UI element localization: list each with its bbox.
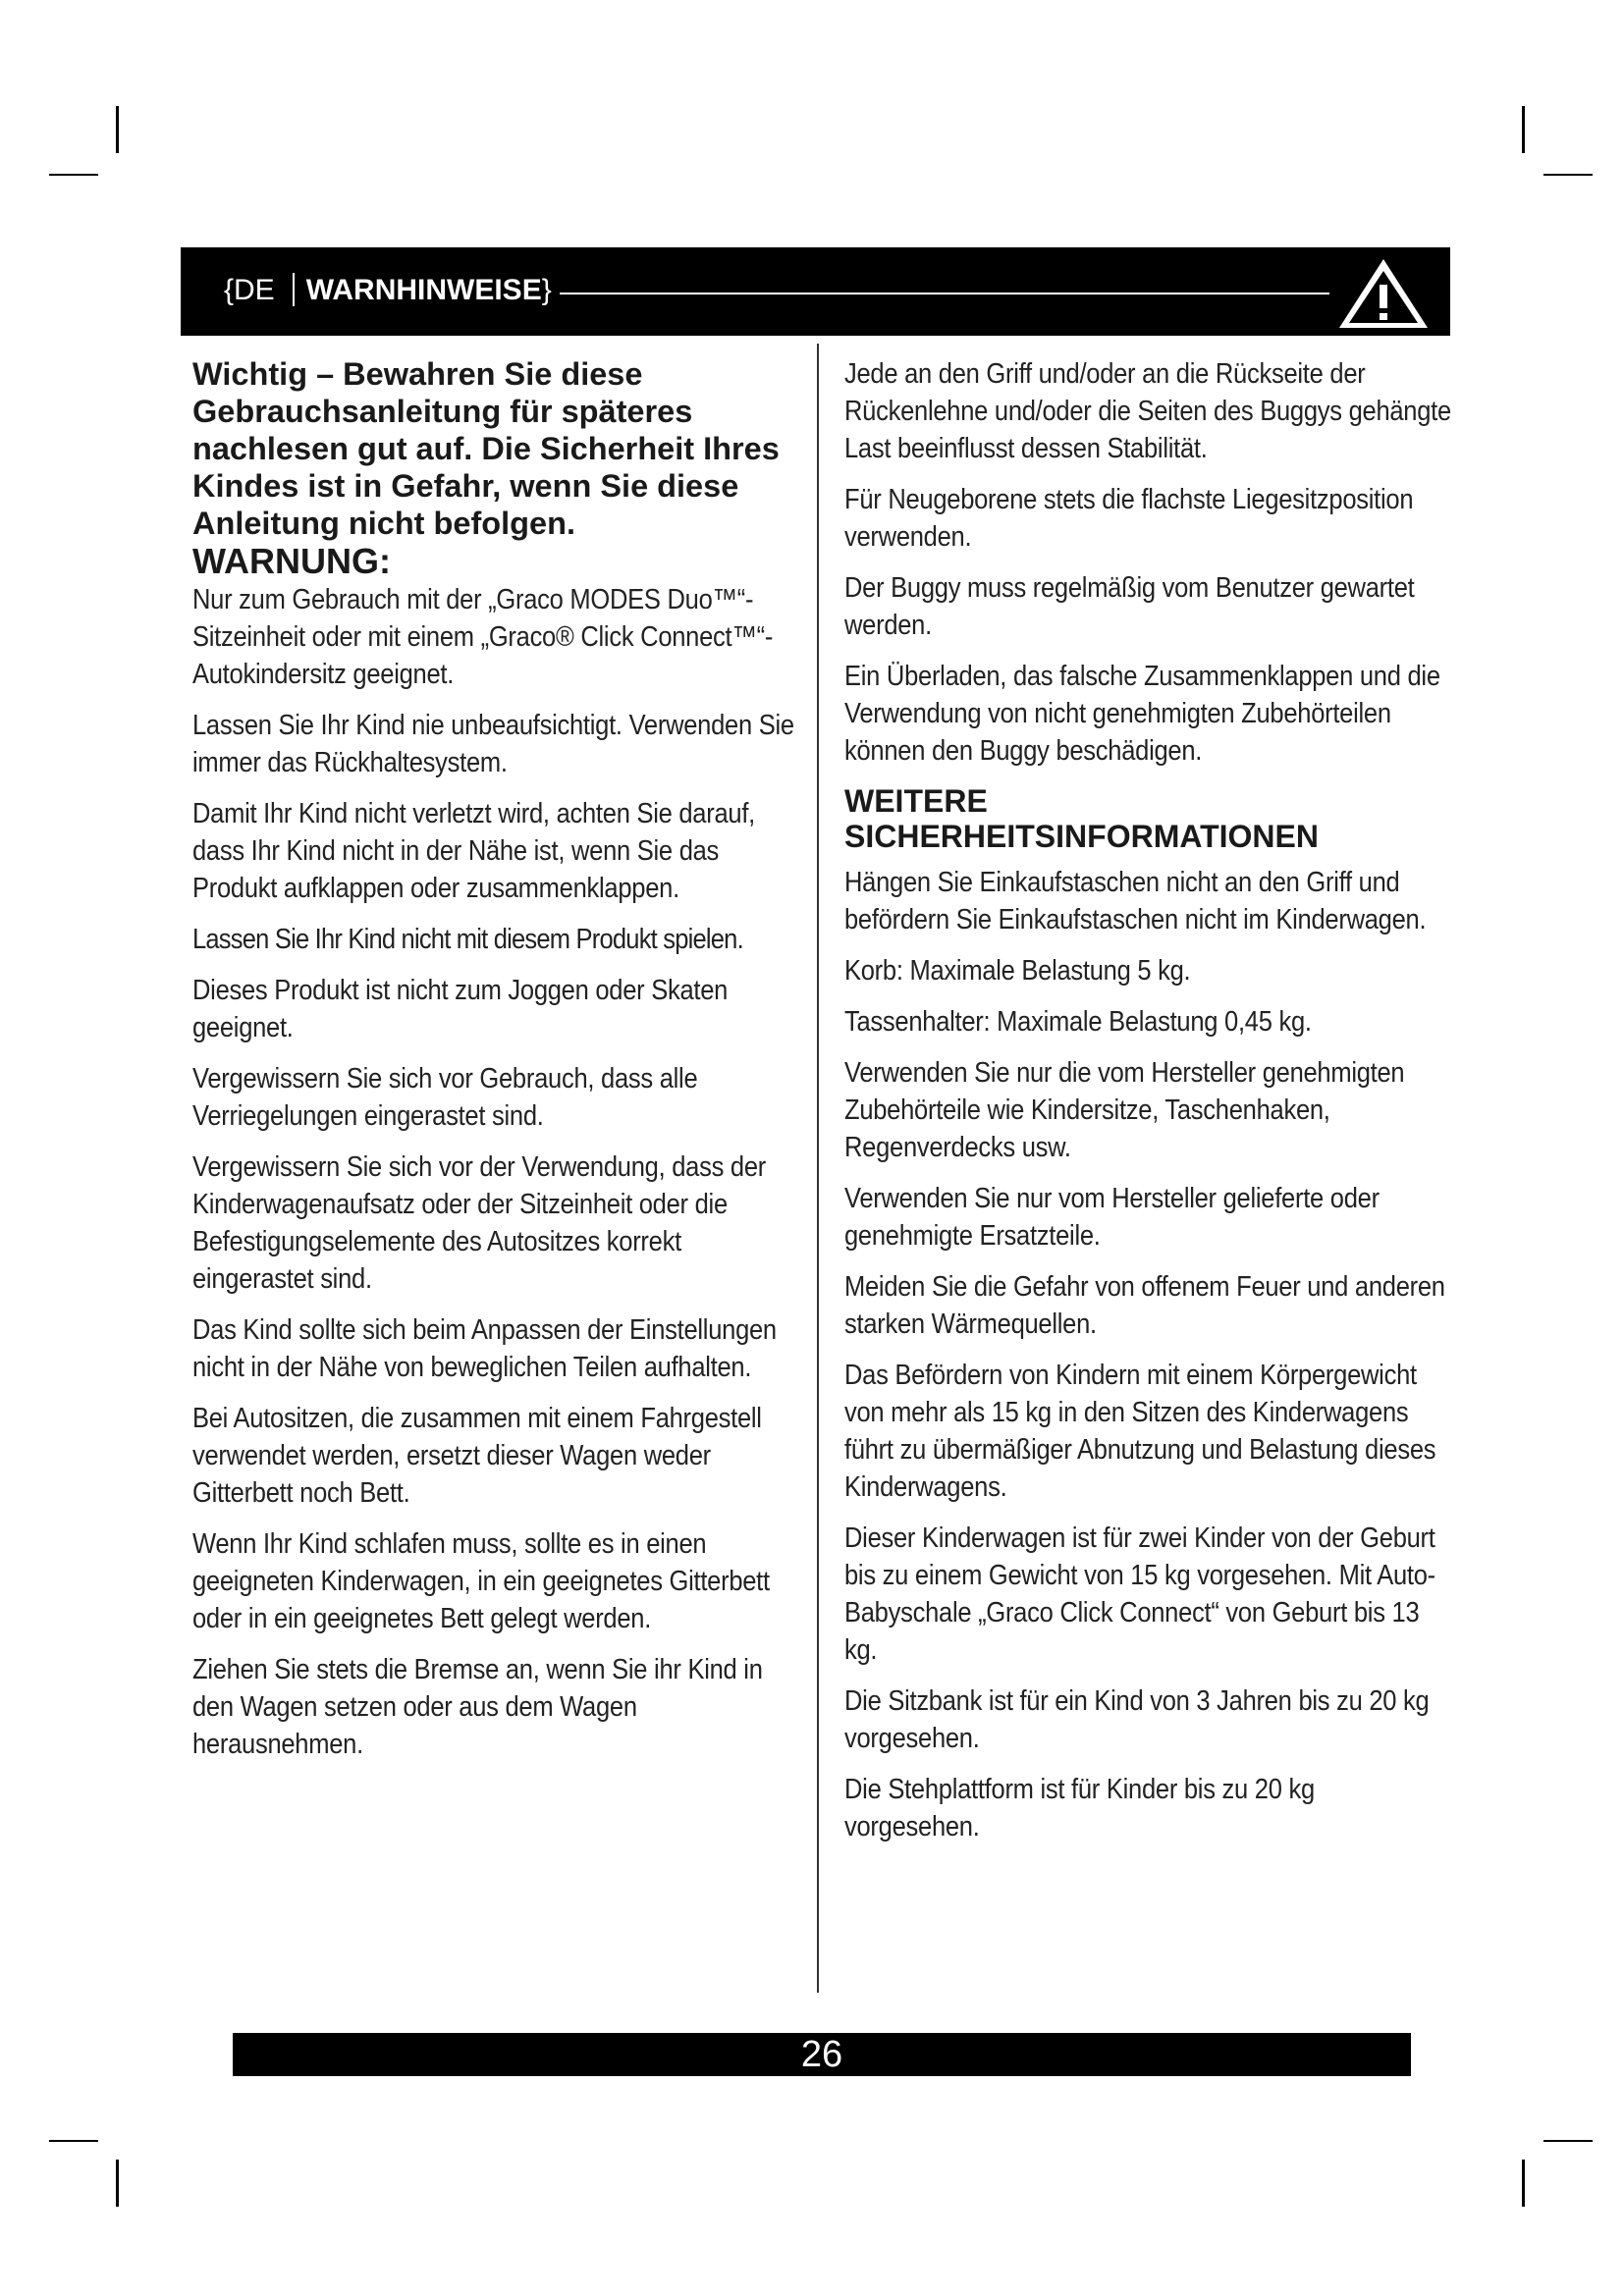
- info-paragraph: Hängen Sie Einkaufstaschen nicht an den Griff und befördern Sie Einkaufstaschen nicht im Kinderwagen.: [844, 867, 1427, 935]
- section-header: [181, 247, 1450, 336]
- subsection-title-line: WEITERE: [844, 783, 988, 819]
- info-paragraph: Verwenden Sie nur vom Hersteller gelieferte oder genehmigte Ersatzteile.: [844, 1183, 1380, 1252]
- crop-mark: [1543, 2140, 1593, 2142]
- warning-paragraph: Bei Autositzen, die zusammen mit einem Fahrgestell verwendet werden, ersetzt dieser Wagen weder Gitterbett noch Bett.: [192, 1403, 762, 1509]
- warning-paragraph: Lassen Sie Ihr Kind nicht mit diesem Produkt spielen.: [192, 924, 743, 955]
- crop-mark: [116, 106, 119, 153]
- crop-mark: [1543, 174, 1593, 176]
- page-number: 26: [800, 2034, 843, 2075]
- subsection-title: [844, 783, 1453, 854]
- crop-mark: [49, 174, 98, 176]
- warning-paragraph: Für Neugeborene stets die flachste Liegesitzposition verwenden.: [844, 484, 1414, 553]
- warning-paragraph: Ein Überladen, das falsche Zusammenklappen und die Verwendung von nicht genehmigten Zubehörteilen können den Buggy beschädigen.: [844, 661, 1440, 767]
- info-paragraph: Die Sitzbank ist für ein Kind von 3 Jahren bis zu 20 kg vorgesehen.: [844, 1685, 1430, 1754]
- warning-paragraph: Dieses Produkt ist nicht zum Joggen oder Skaten geeignet.: [192, 975, 729, 1043]
- warning-paragraph: Jede an den Griff und/oder an die Rückseite der Rückenlehne und/oder die Seiten des Buggys gehängte Last beeinflusst dessen Stabilität.: [844, 358, 1451, 464]
- header-rule: [560, 293, 1330, 294]
- crop-mark: [49, 2140, 98, 2142]
- closing-brace: }: [541, 274, 552, 306]
- left-column: [192, 355, 801, 1777]
- info-paragraph: Das Befördern von Kindern mit einem Körpergewicht von mehr als 15 kg in den Sitzen des Kinderwagens führt zu übermäßiger Abnutzung und Belastung dieses Kinderwagens.: [844, 1360, 1436, 1503]
- info-paragraph: Korb: Maximale Belastung 5 kg.: [844, 955, 1191, 987]
- info-paragraph: Die Stehplattform ist für Kinder bis zu 20 kg vorgesehen.: [844, 1774, 1315, 1842]
- warning-paragraph: Der Buggy muss regelmäßig vom Benutzer gewartet werden.: [844, 572, 1415, 641]
- info-paragraph: Meiden Sie die Gefahr von offenem Feuer und anderen starken Wärmequellen.: [844, 1271, 1445, 1340]
- warning-paragraph: Damit Ihr Kind nicht verletzt wird, achten Sie darauf, dass Ihr Kind nicht in der Nähe ist, wenn Sie das Produkt aufklappen oder zusammenklappen.: [192, 798, 755, 904]
- info-paragraph: Tassenhalter: Maximale Belastung 0,45 kg.: [844, 1006, 1312, 1038]
- language-code: {DE: [224, 274, 275, 306]
- section-title: WARNHINWEISE: [305, 274, 542, 306]
- column-divider: [817, 344, 819, 1993]
- warning-paragraph: Vergewissern Sie sich vor der Verwendung, dass der Kinderwagenaufsatz oder der Sitzeinheit oder die Befestigungselemente des Autositzes korrekt eingerastet sind.: [192, 1151, 767, 1295]
- crop-mark: [1522, 2160, 1525, 2207]
- info-paragraph: Verwenden Sie nur die vom Hersteller genehmigten Zubehörteile wie Kindersitze, Taschenhaken, Regenverdecks usw.: [844, 1057, 1405, 1163]
- section-heading: [224, 273, 552, 310]
- warning-title: WARNUNG:: [192, 541, 391, 581]
- warning-paragraph: Das Kind sollte sich beim Anpassen der Einstellungen nicht in der Nähe von beweglichen Teilen aufhalten.: [192, 1314, 777, 1383]
- subsection-title-line: SICHERHEITSINFORMATIONEN: [844, 819, 1319, 854]
- intro-notice: Wichtig – Bewahren Sie diese Gebrauchsanleitung für späteres nachlesen gut auf. Die Sicherheit Ihres Kindes ist in Gefahr, wenn Sie diese Anleitung nicht befolgen.: [192, 356, 780, 541]
- right-column: [844, 355, 1453, 1859]
- info-paragraph: Dieser Kinderwagen ist für zwei Kinder von der Geburt bis zu einem Gewicht von 15 kg vorgesehen. Mit Auto-Babyschale „Graco Click Connect“ von Geburt bis 13 kg.: [844, 1522, 1435, 1666]
- header-separator: [293, 273, 295, 306]
- warning-paragraph: Nur zum Gebrauch mit der „Graco MODES Duo™“-Sitzeinheit oder mit einem „Graco® Click Connect™“-Autokindersitz geeignet.: [192, 584, 774, 690]
- crop-mark: [1522, 106, 1525, 153]
- warning-paragraph: Ziehen Sie stets die Bremse an, wenn Sie ihr Kind in den Wagen setzen oder aus dem Wagen herausnehmen.: [192, 1654, 763, 1760]
- warning-paragraph: Wenn Ihr Kind schlafen muss, sollte es in einen geeigneten Kinderwagen, in ein geeignetes Gitterbett oder in ein geeignetes Bett gelegt werden.: [192, 1528, 770, 1634]
- warning-paragraph: Vergewissern Sie sich vor Gebrauch, dass alle Verriegelungen eingerastet sind.: [192, 1063, 698, 1132]
- warning-triangle-icon: [1329, 253, 1437, 332]
- warning-paragraph: Lassen Sie Ihr Kind nie unbeaufsichtigt. Verwenden Sie immer das Rückhaltesystem.: [192, 710, 794, 778]
- crop-mark: [116, 2160, 119, 2207]
